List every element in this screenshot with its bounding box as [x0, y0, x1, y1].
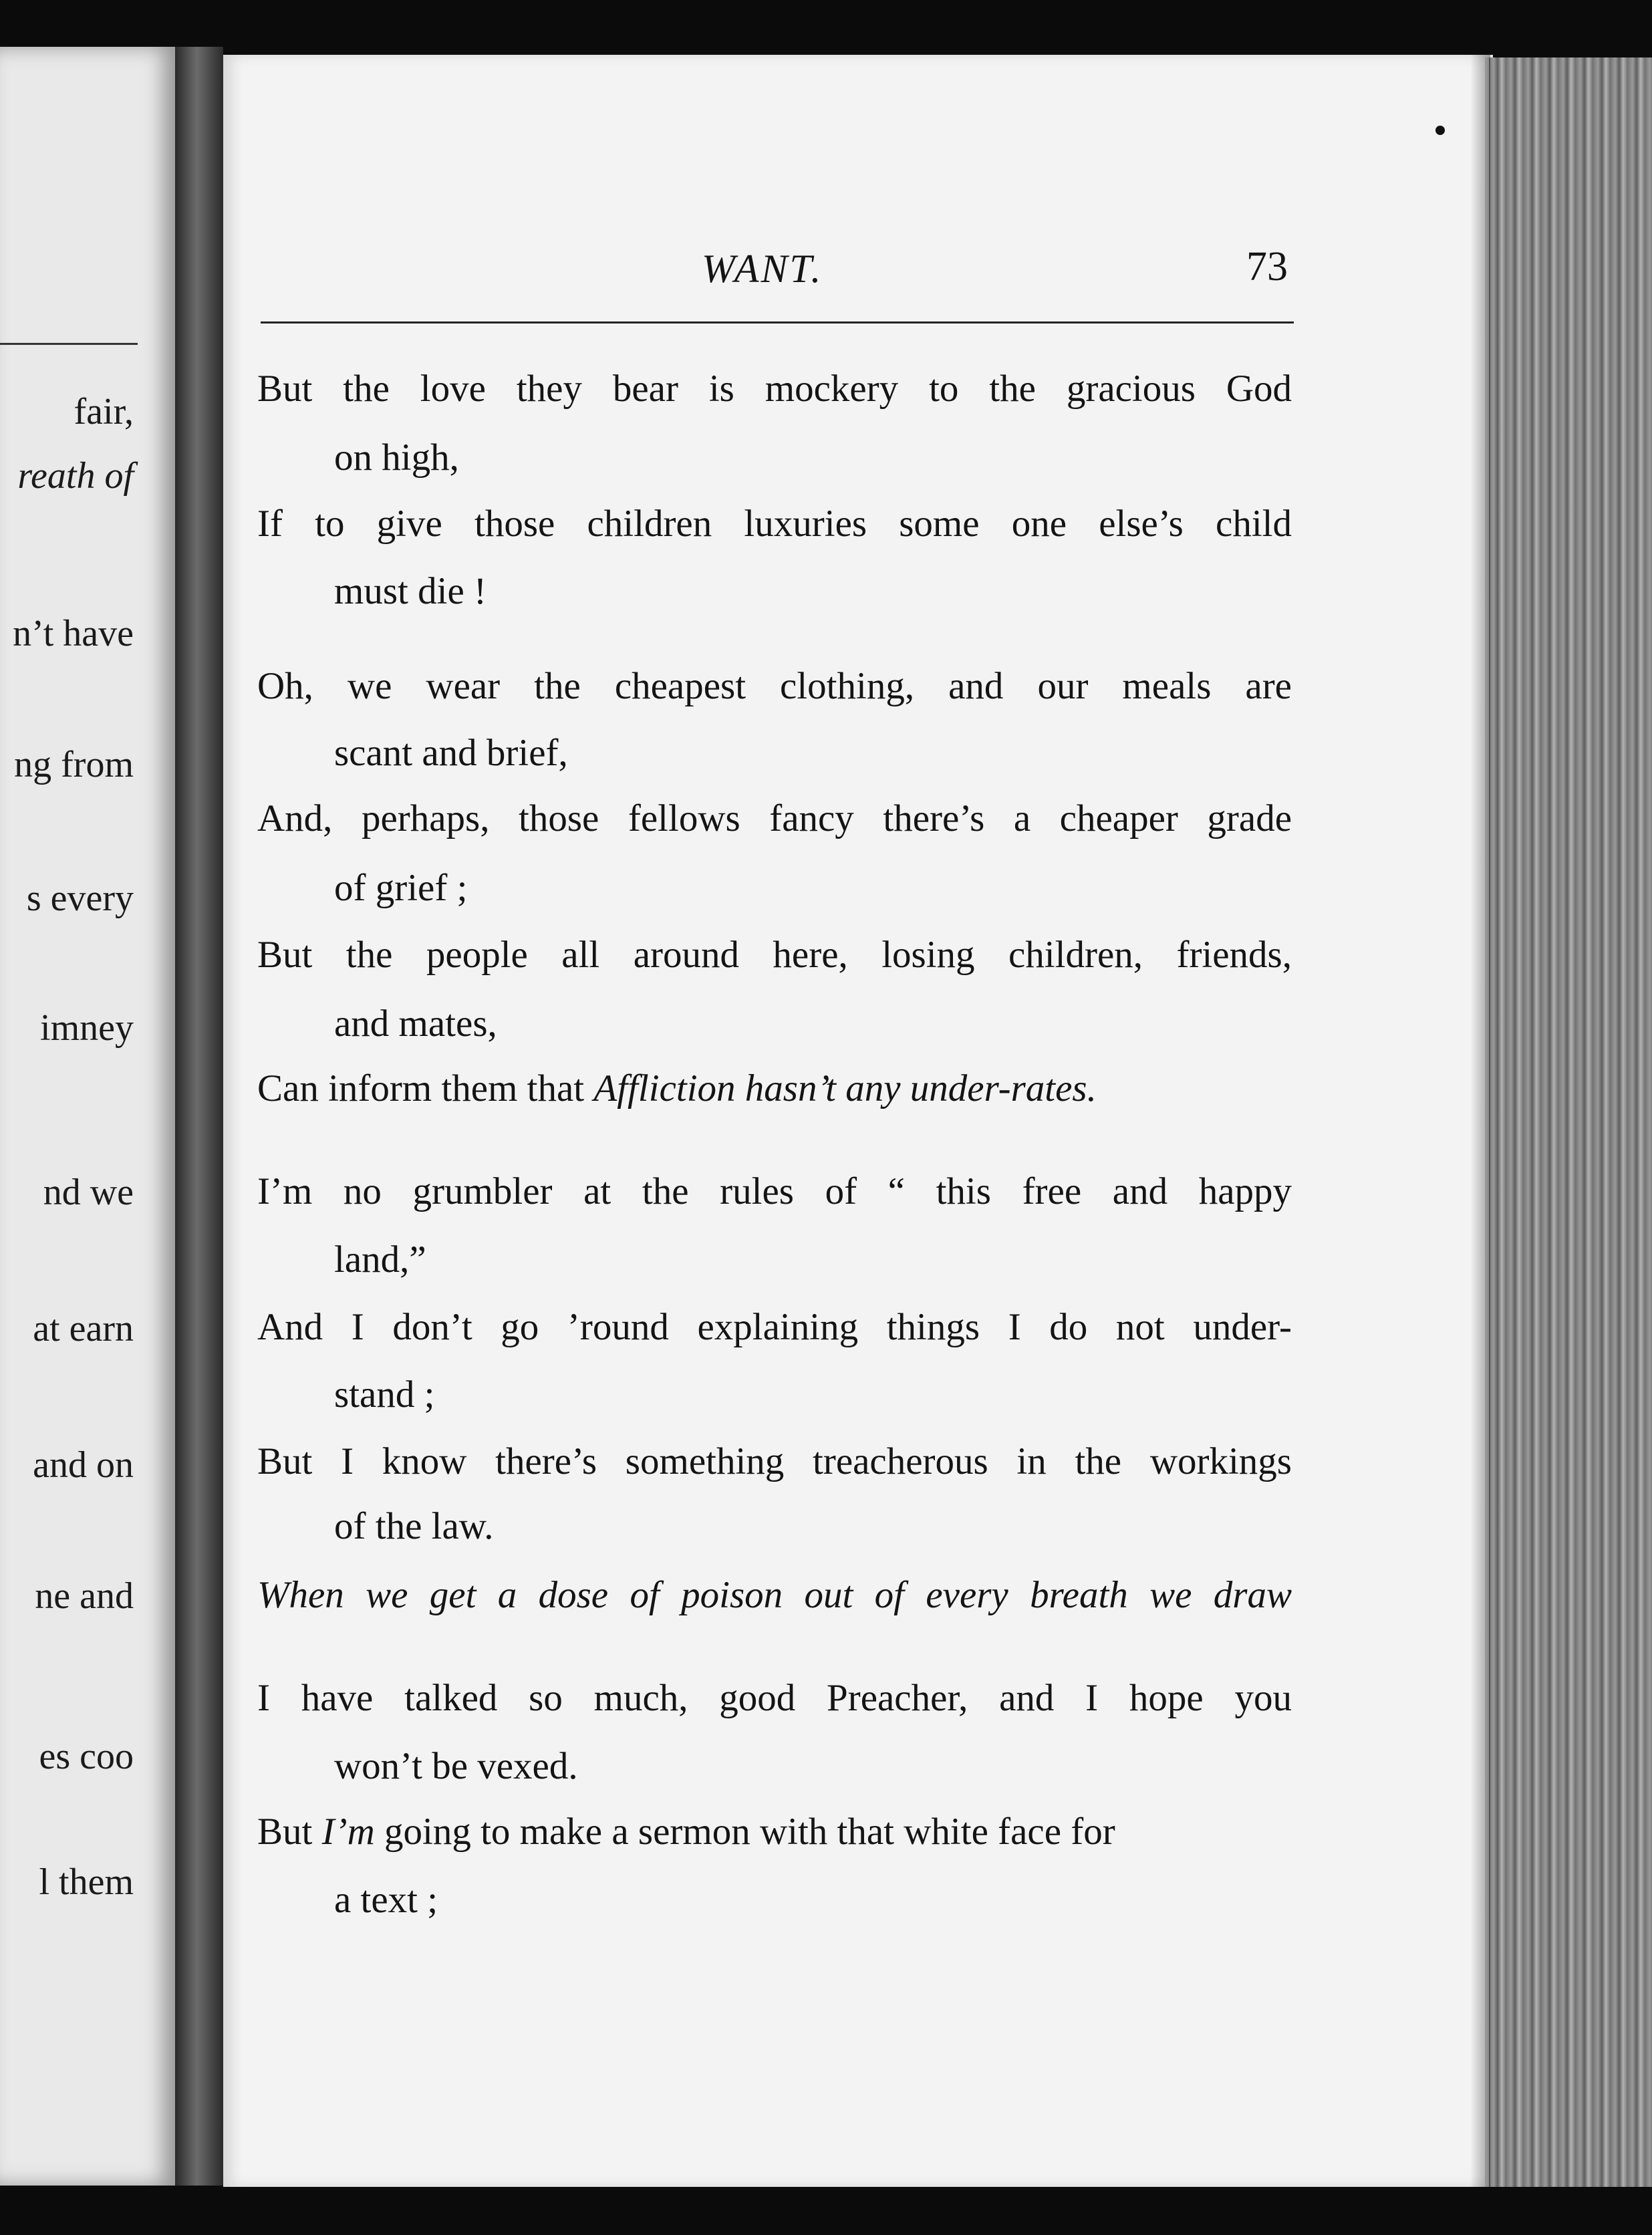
- verse-line-continuation: and mates,: [334, 1003, 497, 1045]
- running-head: WANT.: [702, 247, 823, 291]
- verse-line-continuation: scant and brief,: [334, 732, 568, 774]
- previous-page-line: ne and: [35, 1575, 134, 1617]
- verse-text: Can inform them that: [257, 1067, 594, 1109]
- verse-line-continuation: a text ;: [334, 1879, 438, 1921]
- previous-page-line: nd we: [43, 1172, 134, 1213]
- italic-emphasis: Affliction hasn’t any under-rates.: [593, 1067, 1097, 1109]
- italic-emphasis: I’m: [321, 1811, 375, 1853]
- verse-text: going to make a sermon with that white face for: [374, 1811, 1115, 1853]
- page-edge-shadow: [1470, 55, 1490, 2187]
- previous-page-fragment: [0, 47, 175, 2186]
- verse-line-italic: When we get a dose of poison out of every breath we draw: [257, 1574, 1292, 1616]
- previous-page-line: n’t have: [13, 613, 134, 654]
- verse-line-continuation: of the law.: [334, 1505, 494, 1547]
- verse-text: But: [257, 1811, 322, 1853]
- previous-page-line: reath of: [17, 455, 134, 497]
- verse-line: I’m no grumbler at the rules of “ this free and happy: [257, 1170, 1292, 1212]
- verse-line: And I don’t go ’round explaining things I do not under-: [257, 1306, 1292, 1348]
- page-number: 73: [1246, 244, 1288, 289]
- previous-page-line: ng from: [14, 744, 134, 785]
- previous-page-line: and on: [33, 1444, 134, 1486]
- ink-speck: [1435, 126, 1445, 135]
- page-edges: [1485, 57, 1652, 2187]
- verse-line: If to give those children luxuries some one else’s child: [257, 503, 1292, 545]
- verse-line: Oh, we wear the cheapest clothing, and our meals are: [257, 665, 1292, 707]
- verse-line: But the love they bear is mockery to the gracious God: [257, 368, 1292, 410]
- previous-page-line: s every: [26, 878, 134, 919]
- book-gutter: [175, 47, 223, 2186]
- verse-line-continuation: must die !: [334, 570, 487, 612]
- verse-line: But the people all around here, losing children, friends,: [257, 934, 1292, 976]
- previous-page-line: es coo: [39, 1736, 134, 1777]
- verse-line: [257, 1813, 1115, 1851]
- verse-line: [257, 1069, 1097, 1107]
- previous-page-line: fair,: [74, 391, 134, 432]
- verse-line-continuation: land,”: [334, 1238, 426, 1281]
- previous-page-header-rule: [0, 343, 138, 345]
- verse-line: But I know there’s something treacherous in the workings: [257, 1440, 1292, 1482]
- verse-line-continuation: won’t be vexed.: [334, 1745, 578, 1787]
- previous-page-line: imney: [40, 1007, 134, 1049]
- verse-line: I have talked so much, good Preacher, and I hope you: [257, 1677, 1292, 1719]
- verse-line-continuation: stand ;: [334, 1373, 435, 1416]
- previous-page-line: at earn: [33, 1308, 134, 1349]
- verse-line-continuation: on high,: [334, 436, 459, 479]
- verse-line-continuation: of grief ;: [334, 867, 468, 909]
- header-rule: [261, 321, 1294, 323]
- verse-line: And, perhaps, those fellows fancy there’s a cheaper grade: [257, 797, 1292, 839]
- previous-page-line: l them: [39, 1861, 134, 1903]
